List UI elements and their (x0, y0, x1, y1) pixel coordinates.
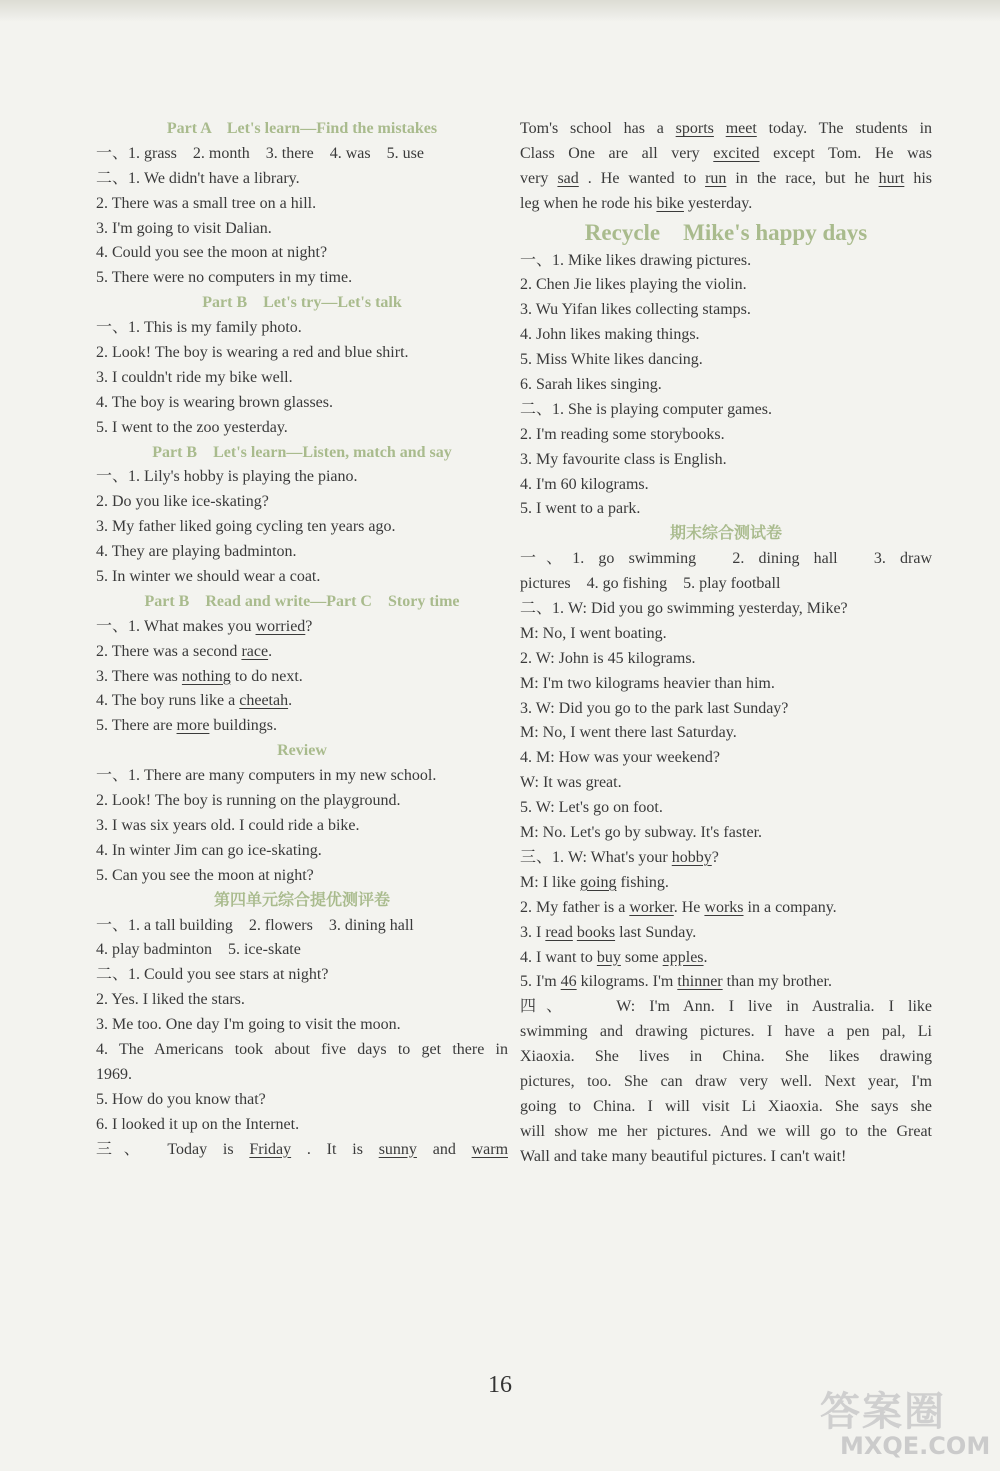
underlined-answer: run (705, 169, 727, 187)
text-run: . (703, 948, 708, 966)
answer-line: 二、1. Could you see stars at night? (96, 966, 329, 984)
answer-line: 二、1. She is playing computer games. (520, 400, 772, 418)
underlined-answer: books (576, 923, 616, 941)
text-run: 2. My father is a (520, 898, 630, 916)
answer-line: M: No, I went boating. (520, 624, 667, 642)
text-run: and (432, 1140, 456, 1158)
answer-line: 5. I went to a park. (520, 500, 641, 518)
text-run: some (620, 948, 663, 966)
right-column (520, 117, 932, 1170)
underlined-answer: works (704, 898, 744, 916)
answer-line (520, 921, 932, 946)
underlined-answer: more (176, 717, 210, 735)
answer-line: will show me her pictures. And we will go to the Great (520, 1122, 932, 1140)
text-run: in a company. (743, 898, 837, 916)
answer-line (96, 1138, 508, 1163)
answer-line: 4. John likes making things. (520, 326, 700, 344)
answer-line: 5. Miss White likes dancing. (520, 351, 703, 369)
text-run: except Tom. He was (773, 144, 932, 162)
answer-line: 一、1. go swimming 2. dining hall 3. draw (520, 550, 932, 568)
answer-line: Xiaoxia. She lives in China. She likes drawing (520, 1048, 932, 1066)
answer-line: 5. I went to the zoo yesterday. (96, 418, 288, 436)
answer-line: 一、1. There are many computers in my new school. (96, 767, 437, 785)
answer-line: 3. Wu Yifan likes collecting stamps. (520, 301, 751, 319)
text-run: very (520, 169, 558, 187)
answer-line: 5. In winter we should wear a coat. (96, 568, 321, 586)
answer-line: 5. W: Let's go on foot. (520, 799, 663, 817)
answer-line: 2. There was a small tree on a hill. (96, 194, 317, 212)
answer-line: 4. M: How was your weekend? (520, 749, 720, 767)
text-run: 5. There are (96, 717, 177, 735)
text-run: 三、 (96, 1140, 152, 1158)
text-run: last Sunday. (615, 923, 697, 941)
answer-line: W: It was great. (520, 774, 622, 792)
answer-line: 4. They are playing badminton. (96, 543, 297, 561)
answer-line: 5. There were no computers in my time. (96, 269, 353, 287)
underlined-answer: apples (662, 948, 704, 966)
answer-line: 4. The boy is wearing brown glasses. (96, 393, 333, 411)
underlined-answer: worker (629, 898, 674, 916)
section-heading: 第四单元综合提优测评卷 (213, 891, 390, 909)
answer-line (520, 192, 932, 217)
answer-line: 2. W: John is 45 kilograms. (520, 649, 696, 667)
text-run: 四、 W: I'm Ann. I live in Australia. I like (520, 998, 932, 1016)
answer-line: 4. Could you see the moon at night? (96, 244, 328, 262)
watermark-logo: 答案圈 (820, 1389, 946, 1435)
answer-line: 2. Chen Jie likes playing the violin. (520, 276, 747, 294)
answer-line: 3. I couldn't ride my bike well. (96, 368, 293, 386)
text-run: Class One are all very (520, 144, 714, 162)
answer-line: M: I'm two kilograms heavier than him. (520, 674, 775, 692)
answer-line: 5. How do you know that? (96, 1090, 266, 1108)
answer-line: 3. My favourite class is English. (520, 450, 727, 468)
answer-line: 二、1. We didn't have a library. (96, 169, 300, 187)
answer-line: swimming and drawing pictures. I have a pen pal, Li (520, 1023, 932, 1041)
answer-line: 1969. (96, 1065, 132, 1083)
text-run: 4. The boy runs like a (96, 692, 240, 710)
section-heading: Part B Let's try—Let's talk (202, 294, 402, 312)
answer-line: 6. I looked it up on the Internet. (96, 1115, 300, 1133)
text-run: is (222, 1140, 234, 1158)
underlined-answer: 46 (560, 973, 577, 991)
text-run: 一、1. What makes you (96, 617, 256, 635)
underlined-answer: cheetah (239, 692, 289, 710)
underlined-answer: worried (255, 617, 306, 635)
answer-line (520, 117, 932, 142)
text-run: 3. There was (96, 667, 182, 685)
answer-line (520, 970, 932, 995)
page-number: 16 (488, 1372, 512, 1398)
answer-line (520, 995, 932, 1020)
answer-line: 6. Sarah likes singing. (520, 376, 662, 394)
underlined-answer: going (580, 873, 617, 891)
answer-line: 一、1. This is my family photo. (96, 319, 302, 337)
text-run: M: I like (520, 873, 580, 891)
underlined-answer: excited (713, 144, 760, 162)
underlined-answer: sad (557, 169, 579, 187)
text-run: 3. I (520, 923, 546, 941)
text-run: . He wanted to (587, 169, 706, 187)
section-heading: Part A Let's learn—Find the mistakes (166, 120, 438, 137)
answer-line: 2. Look! The boy is wearing a red and blue shirt. (96, 344, 409, 362)
answer-line: 3. W: Did you go to the park last Sunday? (520, 699, 789, 717)
left-column (96, 117, 508, 1162)
text-run: . It (306, 1140, 337, 1158)
text-run: Today (167, 1140, 208, 1158)
text-run: . He (673, 898, 705, 916)
answer-line: 3. I was six years old. I could ride a bike. (96, 816, 360, 834)
answer-line (96, 689, 508, 714)
section-heading: 期末综合测试卷 (669, 525, 782, 543)
text-run: 2. There was a second (96, 642, 242, 660)
underlined-answer: meet (725, 120, 757, 137)
underlined-answer: race (241, 642, 269, 660)
answer-line (520, 946, 932, 971)
underlined-answer: nothing (181, 667, 231, 685)
answer-line (96, 714, 508, 739)
text-run: today. The students in (768, 120, 932, 137)
answer-line (520, 142, 932, 167)
answer-line: Wall and take many beautiful pictures. I can't wait! (520, 1147, 847, 1165)
text-run: ? (711, 848, 719, 866)
section-heading: Part B Let's learn—Listen, match and say (152, 443, 452, 461)
underlined-answer: hobby (671, 848, 712, 866)
text-run: his (913, 169, 932, 187)
text-run: ? (305, 617, 313, 635)
watermark-url: MXQE.COM (840, 1432, 991, 1460)
answer-line: 4. play badminton 5. ice-skate (96, 941, 301, 959)
answer-line (520, 846, 932, 871)
answer-line: pictures 4. go fishing 5. play football (520, 575, 781, 593)
text-run: in the race, but he (735, 169, 879, 187)
watermark (790, 1380, 990, 1465)
text-run: 4. I want to (520, 948, 597, 966)
answer-line: 3. My father liked going cycling ten years ago. (96, 518, 396, 536)
underlined-answer: thinner (677, 973, 723, 991)
underlined-answer: sunny (378, 1140, 417, 1158)
answer-line: M: No. Let's go by subway. It's faster. (520, 824, 763, 842)
text-run: is (352, 1140, 363, 1158)
answer-line: 一、1. Lily's hobby is playing the piano. (96, 468, 358, 486)
answer-line: 3. Me too. One day I'm going to visit the moon. (96, 1016, 401, 1034)
answer-line: 2. Look! The boy is running on the playground. (96, 792, 401, 810)
answer-line: pictures, too. She can draw very well. Next year, I'm (520, 1072, 932, 1090)
answer-line: 5. Can you see the moon at night? (96, 866, 314, 884)
answer-line (520, 896, 932, 921)
answer-line (520, 871, 932, 896)
text-run: 5. I'm (520, 973, 561, 991)
underlined-answer: sports (675, 120, 714, 137)
answer-line: M: No, I went there last Saturday. (520, 724, 737, 742)
answer-line: 一、1. Mike likes drawing pictures. (520, 251, 752, 269)
answer-line (96, 640, 508, 665)
text-run: 三、1. W: What's your (520, 848, 672, 866)
section-heading: Part B Read and write—Part C Story time (144, 592, 460, 610)
text-run: to do next. (230, 667, 303, 685)
answer-line: 一、1. a tall building 2. flowers 3. dining hall (96, 916, 414, 934)
text-run: . (268, 642, 273, 660)
text-run: leg when he rode his (520, 194, 657, 212)
section-heading: Review (277, 742, 327, 760)
text-run: than my brother. (722, 973, 832, 991)
underlined-answer: buy (596, 948, 621, 966)
text-run: Tom's school has a (520, 120, 676, 137)
answer-line: 2. I'm reading some storybooks. (520, 425, 725, 443)
underlined-answer: bike (656, 194, 684, 212)
underlined-answer: Friday (249, 1140, 292, 1158)
text-run: buildings. (209, 717, 277, 735)
answer-line (96, 615, 508, 640)
underlined-answer: warm (471, 1140, 508, 1158)
text-run: fishing. (616, 873, 669, 891)
answer-line: 4. I'm 60 kilograms. (520, 475, 649, 493)
answer-line: 3. I'm going to visit Dalian. (96, 219, 272, 237)
answer-line: 4. In winter Jim can go ice-skating. (96, 841, 322, 859)
answer-line: 4. The Americans took about five days to get there in (96, 1040, 508, 1058)
text-run: yesterday. (683, 194, 753, 212)
answer-line: 二、1. W: Did you go swimming yesterday, Mike? (520, 600, 848, 618)
answer-line: going to China. I will visit Li Xiaoxia. She says she (520, 1097, 932, 1115)
top-scan-band (0, 0, 1000, 22)
answer-line (96, 665, 508, 690)
underlined-answer: read (545, 923, 573, 941)
section-heading: Recycle Mike's happy days (584, 219, 868, 245)
text-run: kilograms. I'm (576, 973, 678, 991)
underlined-answer: hurt (878, 169, 905, 187)
answer-line: 2. Yes. I liked the stars. (96, 991, 245, 1009)
text-run: . (288, 692, 293, 710)
answer-line: 2. Do you like ice-skating? (96, 493, 269, 511)
answer-line (520, 167, 932, 192)
answer-line: 一、1. grass 2. month 3. there 4. was 5. use (96, 144, 424, 162)
